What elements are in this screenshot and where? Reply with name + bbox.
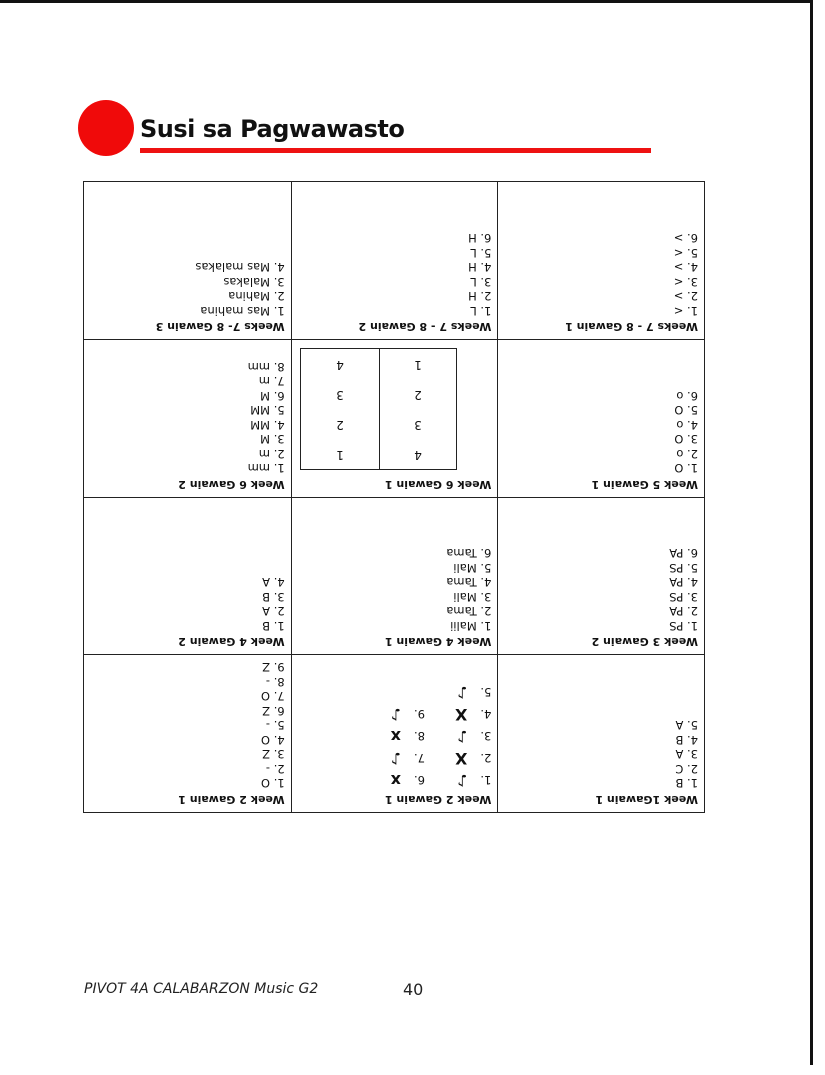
note-answer-item — [391, 769, 425, 791]
note-symbol-icon: X — [455, 704, 468, 724]
cell-title: Week 5 Gawain 1 — [591, 478, 698, 491]
answer-item: 6. Tama — [446, 546, 492, 561]
answer-item: 3. Z — [262, 747, 285, 762]
answer-item: 5. PS — [669, 561, 698, 575]
note-answer-item — [391, 703, 425, 725]
answer-item: 6. o — [676, 389, 698, 403]
note-symbol-icon: X — [455, 748, 468, 768]
answer-item: 5. - — [265, 718, 285, 733]
answer-item: 2. H — [468, 289, 492, 304]
note-answer-item — [455, 769, 491, 791]
page-frame-right — [810, 0, 813, 1065]
answer-cell — [84, 182, 291, 340]
note-symbol-icon: ♪ — [457, 682, 468, 702]
answer-item: 2. C — [675, 762, 698, 776]
cell-title: Week 4 Gawain 1 — [384, 635, 492, 649]
page-number: 40 — [403, 980, 424, 999]
answer-cell — [497, 497, 704, 655]
item-number: 8. — [414, 728, 425, 743]
note-answer-item — [455, 725, 491, 747]
answer-item: 7. O — [260, 689, 285, 704]
answer-item: 1. Mas mahina — [200, 304, 285, 318]
answer-item: 5. < — [673, 246, 698, 260]
answer-item: 3. L — [470, 275, 492, 289]
cell-title: Week 4 Gawain 2 — [178, 635, 285, 649]
page-title: Susi sa Pagwawasto — [140, 115, 405, 143]
answer-item: 4. Tama — [446, 575, 492, 590]
item-number: 2. — [480, 750, 492, 765]
cell-title: Week 2 Gawain 1 — [178, 793, 285, 806]
answer-item: 2. - — [265, 762, 285, 776]
answer-cell — [291, 655, 498, 813]
answer-item: 1. mm — [247, 461, 285, 476]
cell-title: Weeks 7 - 8 Gawain 2 — [358, 320, 492, 334]
answer-item: 6. > — [673, 231, 698, 246]
cell-title: Week 6 Gawain 1 — [384, 478, 492, 491]
item-number: 3. — [480, 728, 492, 743]
note-answer-item — [391, 747, 425, 769]
answer-item: 1. Malii — [450, 619, 492, 633]
answer-item: 6. M — [260, 389, 285, 403]
grid-value: 1 — [379, 350, 457, 380]
answer-item: 1. B — [262, 619, 285, 633]
note-column — [391, 681, 425, 791]
cell-title: Week 1Gawain 1 — [595, 793, 698, 806]
answer-item: 1. B — [675, 776, 698, 791]
answer-item: 3. PS — [669, 590, 698, 604]
red-circle-icon — [78, 100, 134, 156]
answer-item: 5. O — [674, 403, 698, 418]
answer-item: 1. O — [674, 461, 698, 476]
answer-item: 3. < — [673, 275, 698, 289]
answer-item: 2. m — [258, 447, 285, 461]
answer-item: 5. Mali — [453, 561, 492, 575]
grid-value: 1 — [336, 447, 344, 462]
note-answer-item — [455, 703, 491, 725]
item-number: 9. — [414, 706, 425, 721]
answer-item: 4. A — [262, 575, 285, 590]
item-number: 5. — [480, 684, 492, 699]
item-number: 1. — [480, 772, 492, 787]
answer-grid-box — [300, 349, 457, 471]
cell-title: Weeks 7 - 8 Gawain 1 — [565, 320, 698, 334]
title-underline — [140, 148, 651, 153]
note-symbol-icon: ♪ — [390, 748, 401, 768]
answer-item: 5. MM — [250, 403, 285, 418]
item-number: 4. — [480, 706, 492, 721]
answer-cell — [291, 497, 498, 655]
note-symbol-icon: x — [390, 770, 401, 790]
cell-title: Week 6 Gawain 2 — [178, 478, 285, 491]
grid-value: 4 — [336, 357, 344, 372]
note-symbol-icon: ♪ — [457, 726, 468, 746]
answer-item: 4. H — [468, 260, 492, 275]
answer-item: 5. A — [675, 718, 698, 733]
answer-item: 6. PA — [669, 546, 698, 561]
answer-item: 6. Z — [262, 704, 285, 718]
note-symbol-icon: x — [390, 726, 401, 746]
grid-value: 2 — [379, 380, 457, 410]
answer-cell — [291, 340, 498, 498]
answer-item: 4. MM — [250, 418, 285, 432]
answer-item: 3. Malakas — [223, 275, 285, 289]
answer-item: 4. o — [676, 418, 698, 432]
answer-item: 2. Mahina — [228, 289, 285, 304]
cell-title: Weeks 7- 8 Gawain 3 — [155, 320, 285, 334]
answer-item: 1. < — [673, 304, 698, 318]
answer-item: 2. o — [676, 447, 698, 461]
answer-cell — [84, 340, 291, 498]
answer-key-grid-rotated — [84, 182, 704, 812]
answer-item: 3. M — [260, 432, 285, 447]
answer-item: 8. - — [265, 675, 285, 689]
answer-item: 4. O — [260, 733, 285, 747]
answer-item: 4. Mas malakas — [195, 260, 285, 275]
answer-cell — [497, 340, 704, 498]
answer-item: 2. A — [262, 604, 285, 619]
answer-item: 5. L — [470, 246, 492, 260]
answer-item: 2. > — [673, 289, 698, 304]
item-number: 7. — [414, 750, 425, 765]
answer-cell — [84, 655, 291, 813]
note-symbol-icon: ♪ — [390, 704, 401, 724]
grid-value: 3 — [336, 387, 344, 402]
grid-value: 4 — [379, 440, 457, 470]
cell-title: Week 3 Gawain 2 — [591, 635, 698, 649]
answer-item: 7. m — [258, 374, 285, 389]
answer-item: 3. B — [262, 590, 285, 604]
answer-item: 4. > — [673, 260, 698, 275]
answer-item: 4. PA — [669, 575, 698, 590]
note-column — [455, 681, 491, 791]
answer-item: 6. H — [468, 231, 492, 246]
note-answer-item — [455, 747, 491, 769]
answer-item: 3. O — [674, 432, 698, 447]
note-symbol-icon: ♪ — [457, 770, 468, 790]
grid-value: 2 — [336, 417, 344, 432]
page-frame-top — [0, 0, 812, 3]
answer-item: 9. Z — [262, 660, 285, 675]
item-number: 6. — [414, 772, 425, 787]
answer-item: 1. PS — [669, 619, 698, 633]
answer-item: 2. PA — [669, 604, 698, 619]
answer-cell — [497, 655, 704, 813]
answer-item: 2. Tama — [446, 604, 492, 619]
note-answer-item — [455, 681, 491, 703]
answer-cell — [84, 497, 291, 655]
note-columns — [300, 681, 492, 791]
answer-cell — [497, 182, 704, 340]
answer-item: 1. O — [260, 776, 285, 791]
note-answer-item — [391, 725, 425, 747]
footer-text: PIVOT 4A CALABARZON Music G2 — [84, 981, 319, 997]
answer-item: 4. B — [675, 733, 698, 747]
answer-item: 3. Mali — [453, 590, 492, 604]
answer-key-table — [83, 181, 705, 813]
answer-item: 3. A — [675, 747, 698, 762]
answer-cell — [291, 182, 498, 340]
cell-title: Week 2 Gawain 1 — [384, 793, 492, 806]
grid-value: 3 — [379, 410, 457, 440]
answer-item: 8. mm — [247, 360, 285, 374]
answer-item: 1. L — [470, 304, 492, 318]
